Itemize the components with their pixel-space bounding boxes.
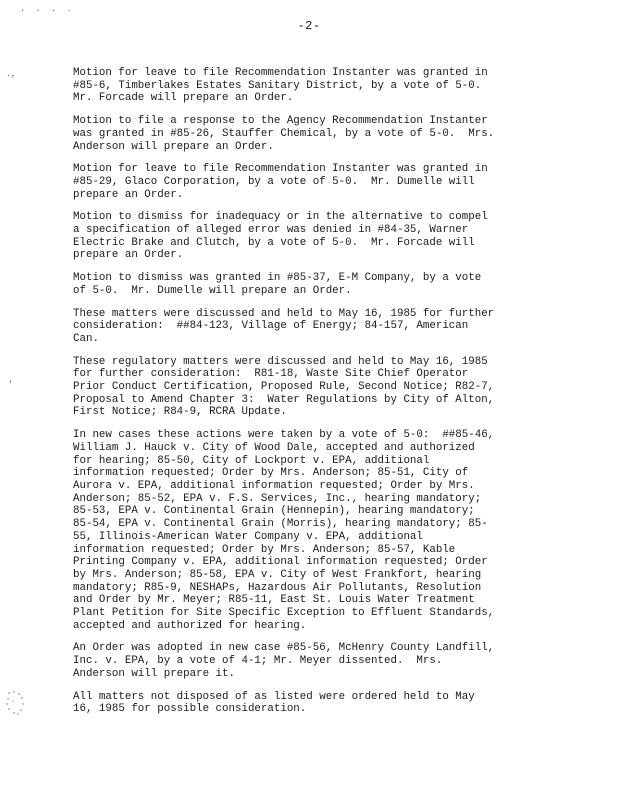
scan-speck-left: .‚ [6, 70, 16, 79]
punch-hole-noise [5, 690, 27, 716]
paragraph-motion-85-6: Motion for leave to file Recommendation Instanter was granted in #85-6, Timberlakes Estates Sanitary District, by a vote of 5-0. Mr. Forcade will prepare an Order. [73, 67, 488, 105]
paragraph-held-remaining: All matters not disposed of as listed were ordered held to May 16, 1985 for possible consideration. [73, 690, 475, 716]
paragraph-motion-85-37: Motion to dismiss was granted in #85-37, E-M Company, by a vote of 5-0. Mr. Dumelle will prepare an Order. [73, 272, 482, 297]
scan-speck-top: . . . . [20, 5, 75, 14]
paragraph-held-matters: These matters were discussed and held to May 16, 1985 for further consideration: ##84-123, Village of Energy; 84-157, American Can. [73, 307, 495, 345]
paragraph-regulatory-matters: These regulatory matters were discussed and held to May 16, 1985 for further consideration: R81-18, Waste Site Chief Operator Prior Conduct Certification, Proposed Rule, Second Notice; R82-7, Proposal to Amend Chapter 3: Water Regulations by City of Alton, First Notice; R84-9, RCRA Update. [73, 355, 495, 419]
paragraph-motion-84-35: Motion to dismiss for inadequacy or in the alternative to compel a specification of alleged error was denied in #84-35, Warner Electric Brake and Clutch, by a vote of 5-0. Mr. Forcade will prepare an Order. [73, 211, 488, 262]
scan-speck-mid: ‘ [8, 380, 13, 389]
page-number: -2- [297, 19, 321, 33]
paragraph-motion-85-26: Motion to file a response to the Agency Recommendation Instanter was granted in #85-26, Stauffer Chemical, by a vote of 5-0. Mrs. Anderson will prepare an Order. [73, 115, 495, 153]
paragraph-order-85-56: An Order was adopted in new case #85-56, McHenry County Landfill, Inc. v. EPA, by a vote of 4-1; Mr. Meyer dissented. Mrs. Anderson will prepare it. [73, 642, 495, 680]
paragraph-motion-85-29: Motion for leave to file Recommendation Instanter was granted in #85-29, Glaco Corporation, by a vote of 5-0. Mr. Dumelle will prepare an Order. [73, 163, 488, 201]
paragraph-new-cases: In new cases these actions were taken by a vote of 5-0: ##85-46, William J. Hauck v. City of Wood Dale, accepted and authorized for hearing; 85-50, City of Lockport v. EPA, additional information requested; Order by Mrs. Anderson; 85-51, City of Aurora v. EPA, additional information requested; Order by Mrs. Anderson; 85-52, EPA v. F.S. Services, Inc., hearing mandatory; 85-53, EPA v. Continental Grain (Hennepin), hearing mandatory; 85-54, EPA v. Continental Grain (Morris), hearing mandatory; 85- 55, Illinois-American Water Company v. EPA, additional information requested; Order by Mrs. Anderson; 85-57, Kable Printing Company v. EPA, additional information requested; Order by Mrs. Anderson; 85-58, EPA v. City of West Frankfort, hearing mandatory; R85-9, NESHAPs, Hazardous Air Pollutants, Resolution and Order by Mr. Meyer; R85-11, East St. Louis Water Treatment Plant Petition for Site Specific Exception to Effluent Standards, accepted and authorized for hearing. [73, 429, 495, 632]
minutes-body [73, 67, 573, 726]
